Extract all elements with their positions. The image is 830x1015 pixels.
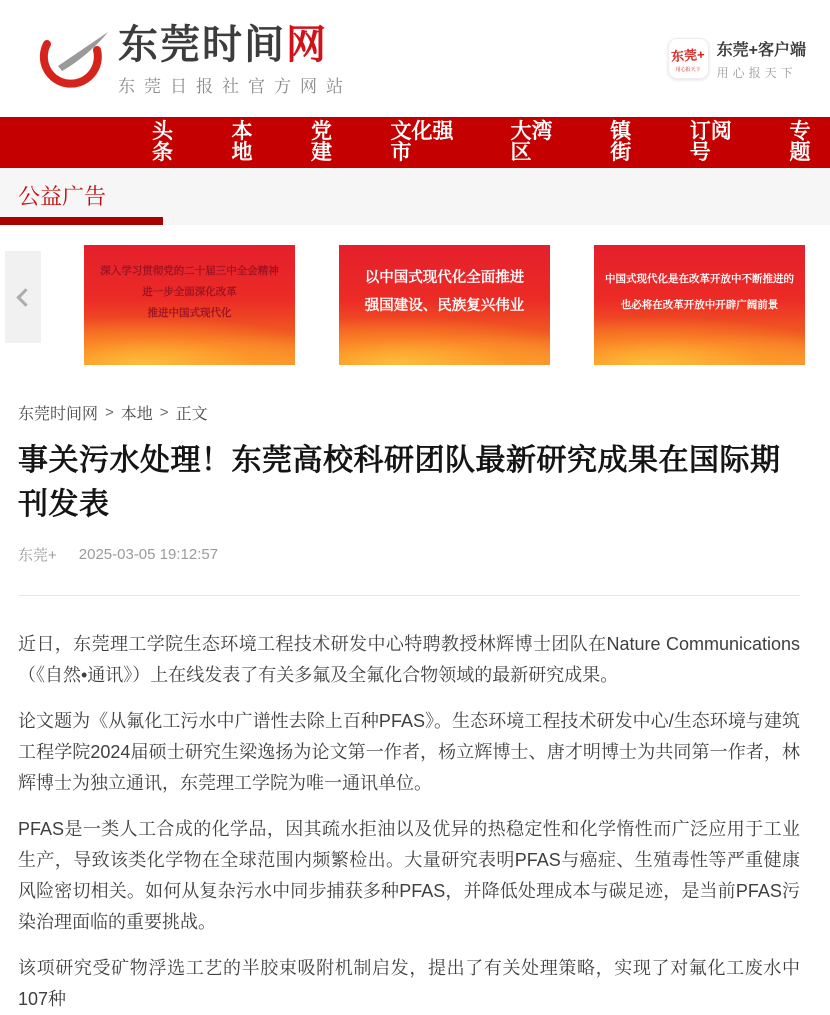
chevron-left-icon	[16, 288, 34, 306]
main-nav	[0, 117, 830, 168]
breadcrumb-section[interactable]: 本地	[121, 401, 153, 424]
banner-text-line: 推进中国式现代化	[148, 303, 232, 324]
banner-text-line: 强国建设、民族复兴伟业	[365, 292, 525, 320]
banner-text-line: 进一步全面深化改革	[142, 282, 237, 303]
app-icon-subtext: 用心报天下	[676, 66, 701, 73]
banner-text-line: 中国式现代化是在改革开放中不断推进的	[605, 266, 794, 292]
logo-title-main: 东莞时间	[118, 23, 286, 67]
ad-banner[interactable]	[84, 245, 295, 365]
banner-text-line: 以中国式现代化全面推进	[365, 264, 525, 292]
article-paragraph: 论文题为《从氟化工污水中广谱性去除上百种PFAS》。生态环境工程技术研发中心/生态环境与建筑工程学院2024届硕士研究生梁逸扬为论文第一作者，杨立辉博士、唐才明博士为共同第一作者，林辉博士为独立通讯，东莞理工学院为唯一通讯单位。	[18, 706, 800, 799]
article-body	[18, 629, 800, 1015]
nav-item-headlines[interactable]: 头条	[152, 115, 193, 171]
public-ads-title: 公益广告	[0, 168, 830, 211]
site-header	[0, 0, 830, 117]
article-datetime: 2025-03-05 19:12:57	[79, 546, 218, 563]
app-client-title: 东莞+客户端	[717, 37, 806, 60]
ads-carousel	[0, 225, 830, 385]
nav-item-subscriptions[interactable]: 订阅号	[690, 115, 751, 171]
logo-tagline: 东莞日报社官方网站	[118, 72, 352, 97]
article	[0, 439, 830, 1015]
nav-item-towns[interactable]: 镇街	[610, 115, 651, 171]
article-paragraph: 该项研究受矿物浮选工艺的半胶束吸附机制启发，提出了有关处理策略，实现了对氟化工废水中107种	[18, 953, 800, 1015]
app-icon-text: 东莞+	[671, 43, 706, 64]
breadcrumb-current: 正文	[176, 401, 208, 424]
public-ads-underline	[0, 217, 163, 225]
article-divider	[18, 595, 800, 596]
site-logo[interactable]	[34, 21, 352, 97]
nav-item-party[interactable]: 党建	[311, 115, 352, 171]
app-client-badge[interactable]	[668, 37, 806, 81]
app-client-icon	[668, 38, 709, 79]
nav-item-bay-area[interactable]: 大湾区	[511, 115, 572, 171]
breadcrumb-separator: >	[105, 404, 114, 421]
logo-title-accent: 网	[286, 23, 328, 67]
article-paragraph: PFAS是一类人工合成的化学品，因其疏水拒油以及优异的热稳定性和化学惰性而广泛应用于工业生产，导致该类化学物在全球范围内频繁检出。大量研究表明PFAS与癌症、生殖毒性等严重健康风险密切相关。如何从复杂污水中同步捕获多种PFAS，并降低处理成本与碳足迹，是当前PFAS污染治理面临的重要挑战。	[18, 814, 800, 938]
logo-swoosh-icon	[34, 21, 114, 89]
article-paragraph: 近日，东莞理工学院生态环境工程技术研发中心特聘教授林辉博士团队在Nature Communications（《自然•通讯》）上在线发表了有关多氟及全氟化合物领域的最新研究成果。	[18, 629, 800, 691]
nav-item-topics[interactable]: 专题	[790, 115, 830, 171]
article-meta	[18, 544, 800, 565]
breadcrumb-home[interactable]: 东莞时间网	[18, 401, 98, 424]
banner-text-line: 也必将在改革开放中开辟广阔前景	[621, 292, 779, 318]
article-title: 事关污水处理！东莞高校科研团队最新研究成果在国际期刊发表	[18, 439, 800, 527]
public-ads-section-header	[0, 168, 830, 225]
article-source: 东莞+	[18, 544, 57, 565]
logo-title	[118, 21, 352, 69]
carousel-prev-button[interactable]	[5, 251, 41, 343]
ad-banner[interactable]	[339, 245, 550, 365]
app-client-subtitle: 用心报天下	[717, 64, 806, 81]
ad-banner[interactable]	[594, 245, 805, 365]
breadcrumb	[18, 401, 830, 424]
nav-item-culture[interactable]: 文化强市	[391, 115, 472, 171]
nav-item-local[interactable]: 本地	[232, 115, 273, 171]
breadcrumb-separator: >	[160, 404, 169, 421]
banner-text-line: 深入学习贯彻党的二十届三中全会精神	[100, 261, 279, 282]
